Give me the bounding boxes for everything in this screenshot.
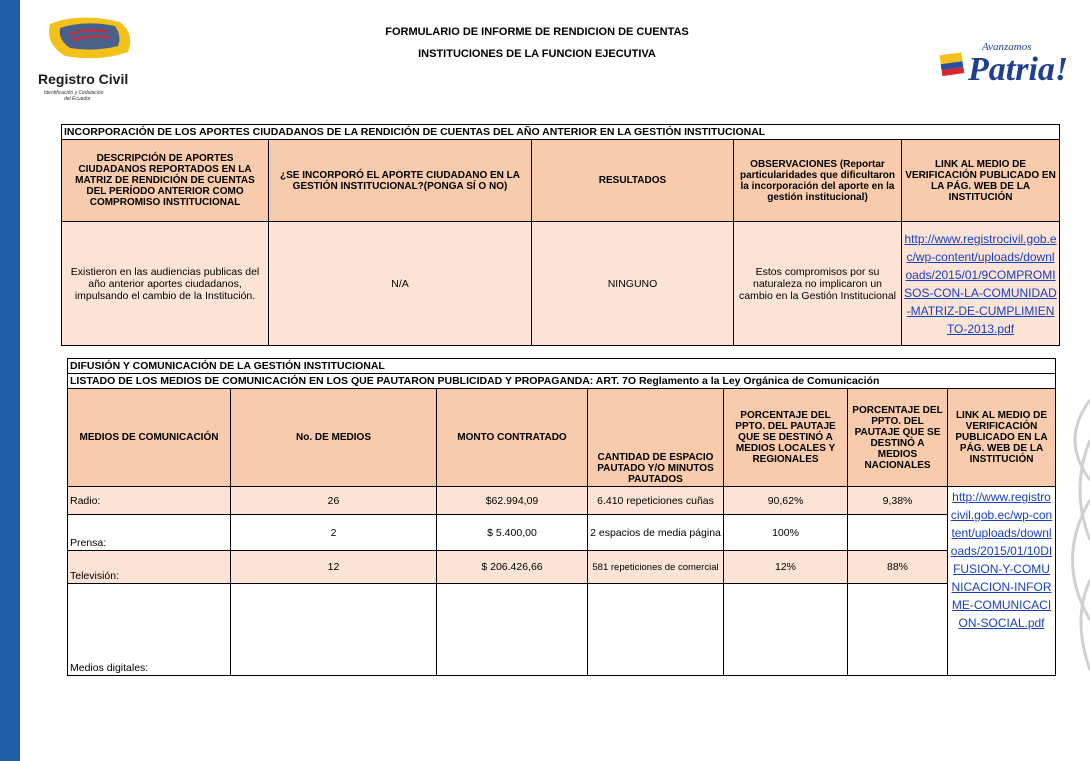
header-link2: LINK AL MEDIO DE VERIFICACIÓN PUBLICADO EN LA PÁG. WEB DE LA INSTITUCIÓN xyxy=(948,389,1056,487)
difusion-section-title: DIFUSIÓN Y COMUNICACIÓN DE LA GESTIÓN INSTITUCIONAL xyxy=(68,359,1056,374)
space-cell: 2 espacios de media página xyxy=(588,515,724,551)
left-accent-bar xyxy=(0,0,20,761)
medium-cell: Televisión: xyxy=(68,551,231,584)
aporte-observations: Estos compromisos por su naturaleza no implicaron un cambio en la Gestión Institucional xyxy=(734,222,902,346)
space-cell xyxy=(588,584,724,676)
amount-cell: $ 5.400,00 xyxy=(437,515,588,551)
national-pct-cell xyxy=(848,584,948,676)
aportes-ciudadanos-table xyxy=(61,124,1060,346)
fingerprint-watermark-icon xyxy=(1050,380,1090,680)
local-pct-cell xyxy=(724,584,848,676)
header-observations: OBSERVACIONES (Reportar particularidades que dificultaron la incorporación del aporte en la gestión institucional) xyxy=(734,140,902,222)
header-local-pct: PORCENTAJE DEL PPTO. DEL PAUTAJE QUE SE DESTINÓ A MEDIOS LOCALES Y REGIONALES xyxy=(724,389,848,487)
svg-text:Patria!: Patria! xyxy=(968,51,1068,88)
table-row xyxy=(68,515,1056,551)
national-pct-cell xyxy=(848,515,948,551)
medium-cell: Radio: xyxy=(68,487,231,515)
avanzamos-patria-logo xyxy=(938,36,1068,92)
difusion-verification-link[interactable]: http://www.registrocivil.gob.ec/wp-content/uploads/downloads/2015/01/10DIFUSION-Y-COMUNICACION-INFORME-COMUNICACION-SOCIAL.pdf xyxy=(948,487,1056,676)
header-results: RESULTADOS xyxy=(532,140,734,222)
table-row xyxy=(68,487,1056,515)
local-pct-cell: 100% xyxy=(724,515,848,551)
medium-cell: Prensa: xyxy=(68,515,231,551)
aporte-incorporated: N/A xyxy=(269,222,532,346)
amount-cell: $ 206.426,66 xyxy=(437,551,588,584)
svg-text:Avanzamos: Avanzamos xyxy=(982,41,1032,53)
national-pct-cell: 9,38% xyxy=(848,487,948,515)
header-count: No. DE MEDIOS xyxy=(231,389,437,487)
header-national-pct: PORCENTAJE DEL PPTO. DEL PAUTAJE QUE SE DESTINÓ A MEDIOS NACIONALES xyxy=(848,389,948,487)
count-cell xyxy=(231,584,437,676)
table-row xyxy=(68,584,1056,676)
count-cell: 2 xyxy=(231,515,437,551)
header-space: CANTIDAD DE ESPACIO PAUTADO Y/O MINUTOS PAUTADOS xyxy=(588,389,724,487)
count-cell: 12 xyxy=(231,551,437,584)
aporte-verification-link[interactable]: http://www.registrocivil.gob.ec/wp-content/uploads/downloads/2015/01/9COMPROMISOS-CON-LA-COMUNIDAD-MATRIZ-DE-CUMPLIMIENTO-2013.pdf xyxy=(902,222,1060,346)
count-cell: 26 xyxy=(231,487,437,515)
space-cell: 6.410 repeticiones cuñas xyxy=(588,487,724,515)
svg-text:del Ecuador: del Ecuador xyxy=(64,96,91,102)
form-subtitle: INSTITUCIONES DE LA FUNCION EJECUTIVA xyxy=(418,48,656,60)
svg-text:Identificación y Cedulación: Identificación y Cedulación xyxy=(44,90,104,96)
aporte-results: NINGUNO xyxy=(532,222,734,346)
difusion-comunicacion-table xyxy=(67,358,1056,676)
space-cell: 581 repeticiones de comercial xyxy=(588,551,724,584)
national-pct-cell: 88% xyxy=(848,551,948,584)
header-link: LINK AL MEDIO DE VERIFICACIÓN PUBLICADO EN LA PÁG. WEB DE LA INSTITUCIÓN xyxy=(902,140,1060,222)
aportes-section-title: INCORPORACIÓN DE LOS APORTES CIUDADANOS DE LA RENDICIÓN DE CUENTAS DEL AÑO ANTERIOR EN LA GESTIÓN INSTITUCIONAL xyxy=(62,125,1060,140)
medium-cell: Medios digitales: xyxy=(68,584,231,676)
table-row xyxy=(68,551,1056,584)
header-incorporated: ¿SE INCORPORÓ EL APORTE CIUDADANO EN LA GESTIÓN INSTITUCIONAL?(PONGA SÍ O NO) xyxy=(269,140,532,222)
registro-civil-logo xyxy=(30,14,150,104)
amount-cell xyxy=(437,584,588,676)
difusion-section-subtitle: LISTADO DE LOS MEDIOS DE COMUNICACIÓN EN LOS QUE PAUTARON PUBLICIDAD Y PROPAGANDA: ART. 7O Reglamento a la Ley Orgánica de Comunicación xyxy=(68,374,1056,389)
header-medium: MEDIOS DE COMUNICACIÓN xyxy=(68,389,231,487)
logo-left-text: Registro Civil xyxy=(38,71,129,87)
header-description: DESCRIPCIÓN DE APORTES CIUDADANOS REPORTADOS EN LA MATRIZ DE RENDICIÓN DE CUENTAS DEL PERÍODO ANTERIOR COMO COMPROMISO INSTITUCIONAL xyxy=(62,140,269,222)
header-amount: MONTO CONTRATADO xyxy=(437,389,588,487)
local-pct-cell: 90,62% xyxy=(724,487,848,515)
aporte-description: Existieron en las audiencias publicas del año anterior aportes ciudadanos, impulsando el cambio de la Institución. xyxy=(62,222,269,346)
local-pct-cell: 12% xyxy=(724,551,848,584)
form-title: FORMULARIO DE INFORME DE RENDICION DE CUENTAS xyxy=(385,26,689,38)
amount-cell: $62.994,09 xyxy=(437,487,588,515)
